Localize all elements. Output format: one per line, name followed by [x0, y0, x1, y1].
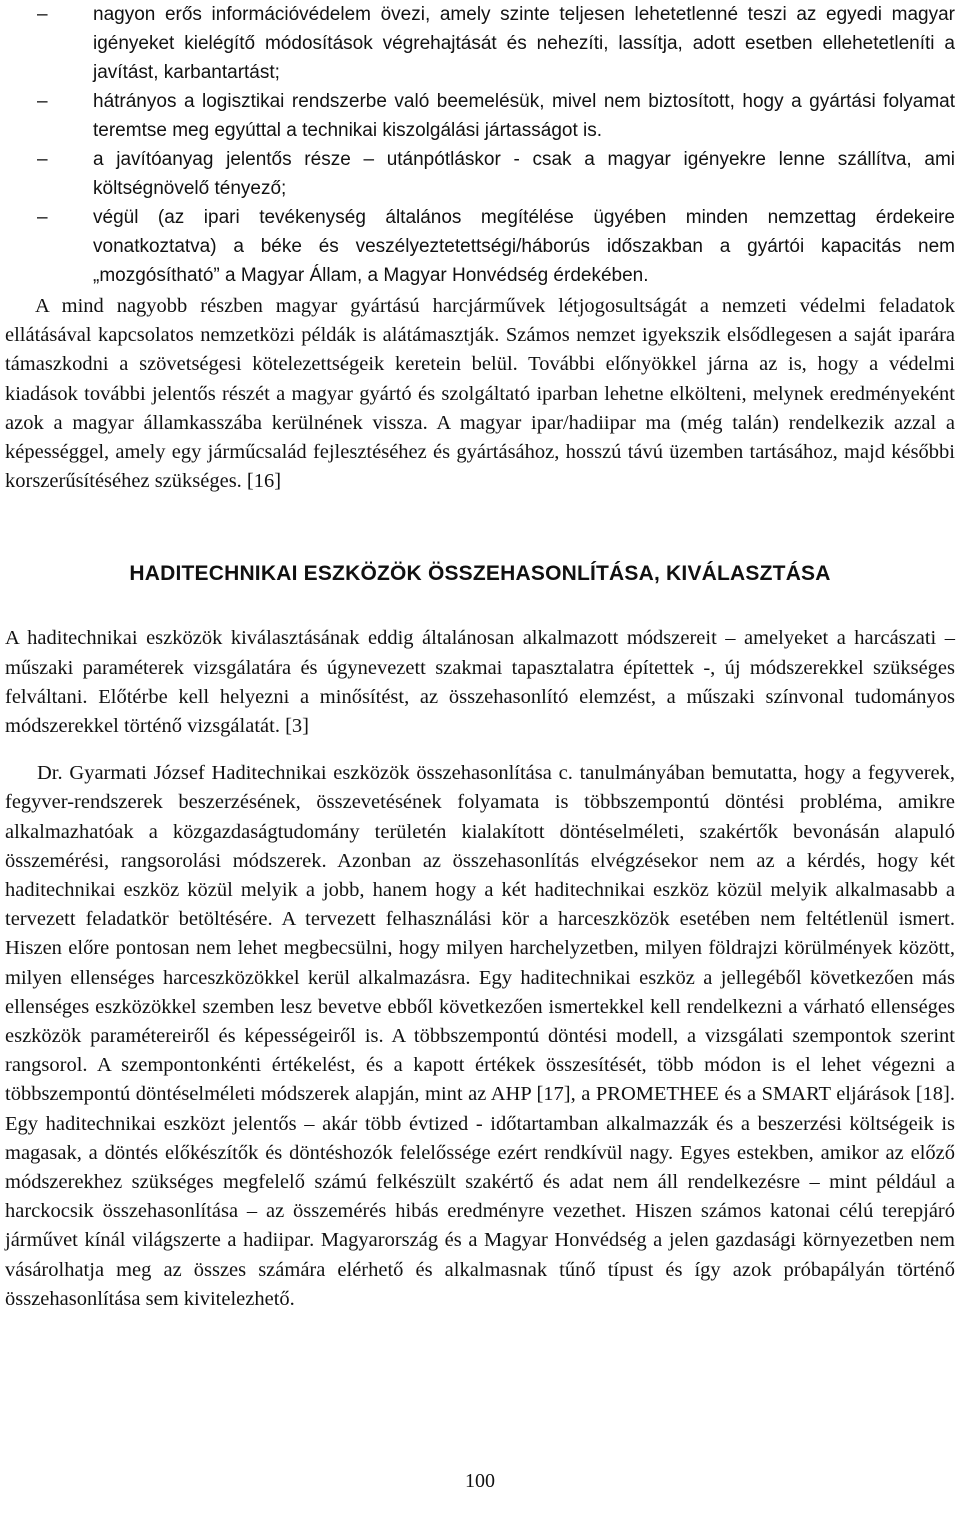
body-paragraph: A haditechnikai eszközök kiválasztásának eddig általánosan alkalmazott módszereit – amelyeket a harcászati – műszaki paraméterek vizsgálatára és úgynevezett szakmai tapasztalatra építettek -, új módszerekkel szükséges felváltani. Előtérbe kell helyezni a minősítést, az összehasonlító elemzést, a műszaki színvonal tudományos módszerekkel történő vizsgálatát. [3]: [5, 627, 955, 738]
dash-marker: –: [37, 4, 48, 25]
dash-marker: –: [37, 149, 48, 170]
list-item-text: végül (az ipari tevékenység általános megítélése ügyében minden nemzettag érdekeire vonatkoztatva) a béke és veszélyeztetettségi/háborús időszakban a gyártói kapacitás nem „mozgósítható” a Magyar Állam, a Magyar Honvédség érdekében.: [93, 207, 955, 286]
list-item: [5, 0, 955, 87]
dash-marker: –: [37, 207, 48, 228]
list-item-text: hátrányos a logisztikai rendszerbe való beemelésük, mivel nem biztosított, hogy a gyártási folyamat teremtse meg egyúttal a technikai kiszolgálási jártasságot is.: [93, 91, 955, 141]
dash-marker: –: [37, 91, 48, 112]
bullet-list: [5, 0, 955, 290]
list-item-text: a javítóanyag jelentős része – utánpótláskor - csak a magyar igényekre lenne szállítva, ami költségnövelő tényező;: [93, 149, 955, 199]
list-item: [5, 203, 955, 290]
page-number: 100: [465, 1470, 495, 1492]
body-paragraph: A mind nagyobb részben magyar gyártású harcjárművek létjogosultságát a nemzeti védelmi feladatok ellátásával kapcsolatos nemzetközi példák is alátámasztják. Számos nemzet igyekszik elsődlegesen a saját iparára támaszkodni a szövetségesi kötelezettségeik keretein belül. További előnyökkel járna az is, hogy a védelmi kiadások további jelentős részét a magyar gyártó és szolgáltató iparban lehetne elkölteni, melynek eredményeként azok a magyar államkasszába kerülnének vissza. A magyar ipar/hadiipar ma (még talán) rendelkezik azzal a képességgel, amely egy járműcsalád fejlesztéséhez és gyártásához, hosszú távú üzemben tartásához, majd későbbi korszerűsítéséhez szükséges. [16]: [5, 295, 955, 493]
body-paragraph: Dr. Gyarmati József Haditechnikai eszközök összehasonlítása c. tanulmányában bemutatta, hogy a fegyverek, fegyver-rendszerek beszerzésének, összevetésének folyamata is többszempontú döntési probléma, amikre alkalmazhatóak a közgazdaságtudomány területén kialakított döntéselméleti, szakértők bevonásán alapuló összemérési, rangsorolási módszerek. Azonban az összehasonlítás elvégzésekor nem az a kérdés, hogy két haditechnikai eszköz közül melyik a jobb, hanem hogy a két haditechnikai eszköz közül melyik alkalmasabb a tervezett feladatkör betöltésére. A tervezett felhasználási kör a harceszközök esetében nem feltétlenül ismert. Hiszen előre pontosan nem lehet megbecsülni, hogy milyen harchelyzetben, milyen földrajzi körülmények között, milyen ellenséges harceszközökkel kerül alkalmazásra. Egy haditechnikai eszköz a jellegéből következően más ellenséges eszközökkel szemben lesz bevetve ebből következően ismertekkel kell rendelkezni a várható ellenséges eszközök paramétereiről és képességeiről is. A többszempontú döntési modell, a vizsgálati szempontok szerint rangsorol. A szempontonkénti értékelést, és a kapott értékek összesítését, több módon is el lehet végezni a többszempontú döntéselméleti módszerek alapján, mint az AHP [17], a PROMETHEE és a SMART eljárások [18]. Egy haditechnikai eszközt jelentős – akár több évtized - időtartamban alkalmazzák és a beszerzési költségeik is magasak, a döntés előkészítők és döntéshozók felelőssége ezért rendkívül nagy. Egyes estekben, amikor az előző módszerekhez szükséges megfelelő számú felkészült szakértő és adat nem áll rendelkezésre – mint például a harckocsik összehasonlítása – az összemérés hibás eredményre vezethet. Hiszen számos katonai célú terepjáró járművet kínál világszerte a hadiipar. Magyarország és a Magyar Honvédség a jelen gazdasági környezetben nem vásárolhatja meg az összes számára elérhető és alkalmasnak tűnő típust és így azok próbapályán történő összehasonlítása sem kivitelezhető.: [5, 762, 955, 1310]
section-heading: HADITECHNIKAI ESZKÖZÖK ÖSSZEHASONLÍTÁSA, KIVÁLASZTÁSA: [129, 562, 831, 586]
list-item-text: nagyon erős információvédelem övezi, amely szinte teljesen lehetetlenné teszi az egyedi magyar igényeket kielégítő módosítások végrehajtását és nehezíti, lassítja, adott esetben ellehetetleníti a javítást, karbantartást;: [93, 4, 955, 83]
list-item: [5, 87, 955, 145]
list-item: [5, 145, 955, 203]
page-content: [5, 0, 955, 1314]
